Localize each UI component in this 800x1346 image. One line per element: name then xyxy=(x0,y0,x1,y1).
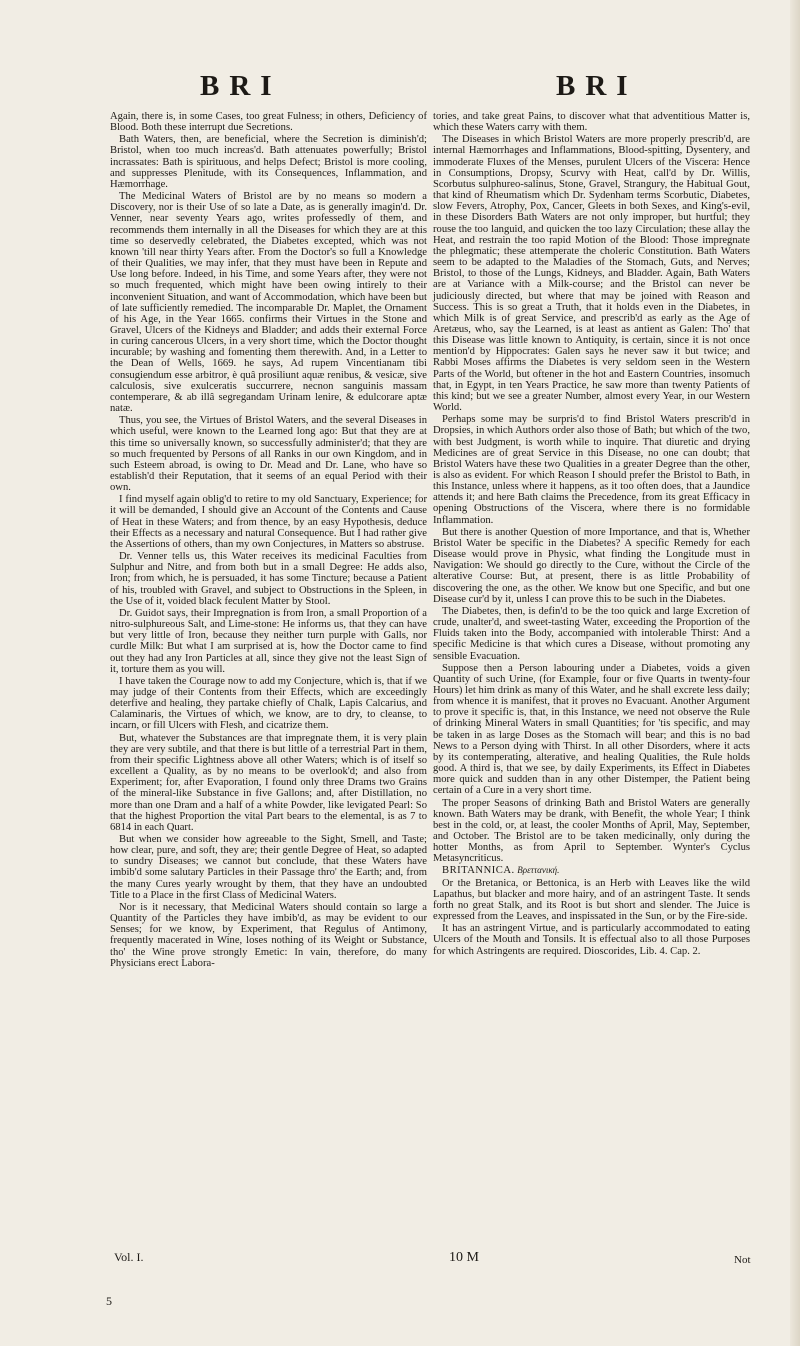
page-edge xyxy=(790,0,800,1346)
greek-term: Βρεττανική. xyxy=(517,865,560,876)
paragraph: Perhaps some may be surpris'd to find Bristol Waters prescrib'd in Dropsies, in which Authors order also those of Bath; but which of the two, with best Judgment, is worth while to inquire. That diuretic and drying Medicines are of great Service in this Disease, no one can doubt; that Bristol Waters have these two Qualities in a greater Degree than the other, is also as evident. For which Reason I should prefer the Bristol to Bath, in this Instance, unless where it happens, as it too often does, that a Jaundice attends it; and here Bath claims the Precedence, from its great Efficacy in opening Obstructions of the Viscera, where there is no formidable Inflammation. xyxy=(433,414,750,526)
paragraph: But there is another Question of more Importance, and that is, Whether Bristol Water be specific in the Diabetes? A specific Remedy for each Disease would prove in Physic, what finding the Longitude must in Navigation: We should go directly to the Cure, without the Circle of the alterative Course: But, at present, there is as little Probability of discovering the one, as the other. We know but one Specific, and but one Disease cur'd by it, unless I can prove this to be such in the Diabetes. xyxy=(433,526,750,605)
paragraph: The proper Seasons of drinking Bath and Bristol Waters are generally known. Bath Waters may be drank, with Benefit, the whole Year; I think best in the cold, or, at least, the cooler Months of April, May, September, and October. The Bristol are to be taken medicinally, only during the hotter Months, as from April to September. Wynter's Cyclus Metasyncriticus. xyxy=(433,797,750,865)
paragraph: But, whatever the Substances are that impregnate them, it is very plain they are very subtile, and that there is but little of a terrestrial Part in them, from their specific Lightness above all other Waters; which is of itself so excellent a Quality, as by no means to be overlook'd; and also from Experiment; for, after Evaporation, I found only three Drams two Grains of the mineral-like Substance in five Gallons; and, after Distillation, no more than one Dram and a half of a white Powder, like levigated Pearl: So that the highest Proportion the vital Part bears to the elemental, is as 7 to 6814 in each Quart. xyxy=(110,732,427,833)
paragraph: Again, there is, in some Cases, too great Fulness; in others, Deficiency of Blood. Both these interrupt due Secretions. xyxy=(110,111,427,134)
running-head-right: BRI xyxy=(556,70,638,102)
paragraph: tories, and take great Pains, to discover what that adventitious Matter is, which these Waters carry with them. xyxy=(433,111,750,134)
paragraph: It has an astringent Virtue, and is particularly accommodated to eating Ulcers of the Mouth and Tonsils. It is effectual also to all those Purposes for which Astringents are required. Dioscorides, Lib. 4. Cap. 2. xyxy=(433,923,750,957)
paragraph: I find myself again oblig'd to retire to my old Sanctuary, Experience; for it will be demanded, I should give an Account of the Contents and Cause of Heat in these Waters; and from thence, by an easy Hypothesis, deduce their Effects as a necessary and natural Consequence. But I had rather give the Assertions of others, than my own Conjectures, in Matters so abstruse. xyxy=(110,494,427,550)
paragraph: The Diabetes, then, is defin'd to be the too quick and large Excretion of crude, unalter'd, and sweet-tasting Water, exceeding the Proportion of the Fluids taken into the Body, accompanied with intolerable Thirst: And a specific Medicine is that which cures a Disease, without promoting any sensible Evacuation. xyxy=(433,605,750,662)
paragraph: Thus, you see, the Virtues of Bristol Waters, and the several Diseases in which useful, were known to the Learned long ago: But that they are at this time so universally known, so successfully administer'd; that they are so much frequented by Persons of all Ranks in our own Kingdom, and in such Esteem abroad, is owing to Dr. Mead and Dr. Lane, who have so establish'd their Reputation, that it seems of an equal Period with their own. xyxy=(110,415,427,494)
catchword: Not xyxy=(734,1254,751,1266)
entry-heading: BRITANNICA. xyxy=(442,865,515,877)
paragraph: Dr. Venner tells us, this Water receives its medicinal Faculties from Sulphur and Nitre, and from both but in a small Degree: He adds also, Iron; from which, he is persuaded, it has some Tincture; because a Patient of his, troubled with Gravel, and subject to Obstructions in the Spleen, in the Use of it, voided black feculent Matter by Stool. xyxy=(110,551,427,607)
running-head-left: BRI xyxy=(200,70,282,102)
paragraph: The Medicinal Waters of Bristol are by no means so modern a Discovery, nor is their Use of so late a Date, as is generally imagin'd. Dr. Venner, near seventy Years ago, writes professedly of them, and recommends them internally in all the Diseases for which they are at this time so deservedly celebrated, the Diabetes excepted, which was not known 'till near thirty Years after. From the Doctor's so full a Knowledge of their Qualities, we may infer, that they must have been in Repute and Use long before. Indeed, in his Time, and some Years after, they were not so much frequented, which might have been owing intirely to their inconvenient Situation, and want of Accommodation, which have been but of late sufficiently remedied. The incomparable Dr. Maplet, the Ornament of his Age, in the Year 1665. confirms their Virtues in the Stone and Gravel, Ulcers of the Kidneys and Bladder; and adds their external Force in curing cancerous Ulcers, in a very short time, which the Doctor thought incurable; by washing and fomenting them therewith. And, in a Letter to the Dean of Wells, 1669. he says, Ad rupem Vincentianam tibi consugiendum esse arbitror, è quâ prosiliunt aquæ renibus, & vesicæ, sive calculosis, sive exulceratis succurrere, necnon sanguinis massam contemperare, & ab illâ segregandam Urinam lenire, & edulcorare aptæ natæ. xyxy=(110,191,427,415)
left-column xyxy=(110,111,427,970)
right-column xyxy=(433,111,750,958)
paragraph: I have taken the Courage now to add my Conjecture, which is, that if we may judge of their Contents from their Effects, which are exceedingly deterfive and healing, they partake chiefly of Chalk, Lapis Calcarius, and Calaminaris, the Virtues of which, we know, are to dry, to cleanse, to incarn, or fill Ulcers with Flesh, and cicatrize them. xyxy=(110,675,427,732)
signature-mark: 10 M xyxy=(449,1250,479,1265)
paragraph: Bath Waters, then, are beneficial, where the Secretion is diminish'd; Bristol, when too much increas'd. Bath attenuates powerfully; Bristol incrassates: Bath is spirituous, and helps Defect; Bristol is more cooling, and suppresses Plenitude, with its Consequences, Inflammation, and Hæmorrhage. xyxy=(110,134,427,190)
entry-heading-line xyxy=(433,865,750,876)
paragraph: The Diseases in which Bristol Waters are more properly prescrib'd, are internal Hæmorrhages and Inflammations, Blood-spitting, Dysentery, and immoderate Fluxes of the Menses, purulent Ulcers of the Viscera: Hence in Consumptions, Dropsy, Scurvy with Heat, call'd by Dr. Willis, Scorbutus sulphureo-salinus, Stone, Gravel, Strangury, the Habitual Gout, that kind of Rheumatism which Dr. Sydenham terms Scorbutic, Diabetes, slow Fevers, Atrophy, Pox, Cancer, Gleets in both Sexes, and King's-evil, in these Disorders Bath Waters are not only improper, but hurtful; they rouse the too languid, and quicken the too lazy Circulation; these allay the Heat, and restrain the too rapid Motion of the Blood: Those impregnate the phlegmatic; these attemperate the choleric Constitution. Bath Waters seem to be adapted to the Maladies of the Stomach, Guts, and Nerves; Bristol, to those of the Lungs, Kidneys, and Bladder. Again, Bath Waters are at Variance with a Milk-course; and the Bristol can never be judiciously directed, but where that may be joined with Reason and Success. This is so great a Truth, that it holds even in the Diabetes, in which Milk is of great Service, and prescrib'd as early as the Age of Aretæus, who, say the Learned, is at least as antient as Galen: Tho' that this Disease was little known to Antiquity, is certain, since it is not once mention'd by Hippocrates: Galen says he never saw it but twice; and Rabbi Moses affirms the Diabetes is very seldom seen in the Western Parts of the World, but oftener in the hot and Eastern Countries, insomuch that, in Egypt, in ten Years Practice, he saw more than twenty Patients of this kind; but we see a greater Number, almost every Year, in our Western World. xyxy=(433,134,750,414)
paragraph: Suppose then a Person labouring under a Diabetes, voids a given Quantity of such Urine, (for Example, four or five Quarts in twenty-four Hours) let him drink as many of this Water, and he shall excrete less daily; from whence it is manifest, that it proves no Evacuant. Another Argument to prove it specific is, that, in this Instance, we need not observe the Rule of drinking Mineral Waters in small Quantities; for 'tis specific, and may be taken in as large Doses as the Stomach will bear; and this is no bad News to a Person dying with Thirst. In all other Disorders, where it acts by its contemperating, alterative, and healing Qualities, the Rule holds good. A third is, that we see, by daily Experiments, its Effect in Diabetes more quick and sudden than in any other Distemper, the Patient being certain of a Cure in a very short time. xyxy=(433,662,750,797)
paragraph: Dr. Guidot says, their Impregnation is from Iron, a small Proportion of a nitro-sulphureous Salt, and Lime-stone: He informs us, that they can have but very little of Iron, because they neither turn purple with Galls, nor curdle Milk: But what I am surprised at is, how the Doctor came to find out they had any Iron Particles at all, since they give not the least Sign of it, torture them as you will. xyxy=(110,607,427,675)
folio-number: 5 xyxy=(106,1294,112,1308)
paragraph: But when we consider how agreeable to the Sight, Smell, and Taste; how clear, pure, and soft, they are; their gentle Degree of Heat, so adapted to sundry Diseases; we cannot but conclude, that these Waters have imbib'd some salutary Particles in their Passage thro' the Earth; and, from the many Cures yearly wrought by them, that they have an undoubted Title to a Place in the first Class of Medicinal Waters. xyxy=(110,834,427,901)
paragraph: Or the Bretanica, or Bettonica, is an Herb with Leaves like the wild Lapathus, but blacker and more hairy, and of an astringent Taste. It sends forth no great Stalk, and its Root is but short and slender. The Juice is expressed from the Leaves, and inspissated in the Sun, or by the Fire-side. xyxy=(433,877,750,923)
paragraph: Nor is it necessary, that Medicinal Waters should contain so large a Quantity of the Particles they have imbib'd, as may be evident to our Senses; for we know, by Experiment, that Regulus of Antimony, frequently macerated in Wine, loses nothing of its Weight or Substance, tho' the Wine prove strongly Emetic: In vain, therefore, do many Physicians erect Labora- xyxy=(110,901,427,969)
volume-mark: Vol. I. xyxy=(114,1250,144,1264)
